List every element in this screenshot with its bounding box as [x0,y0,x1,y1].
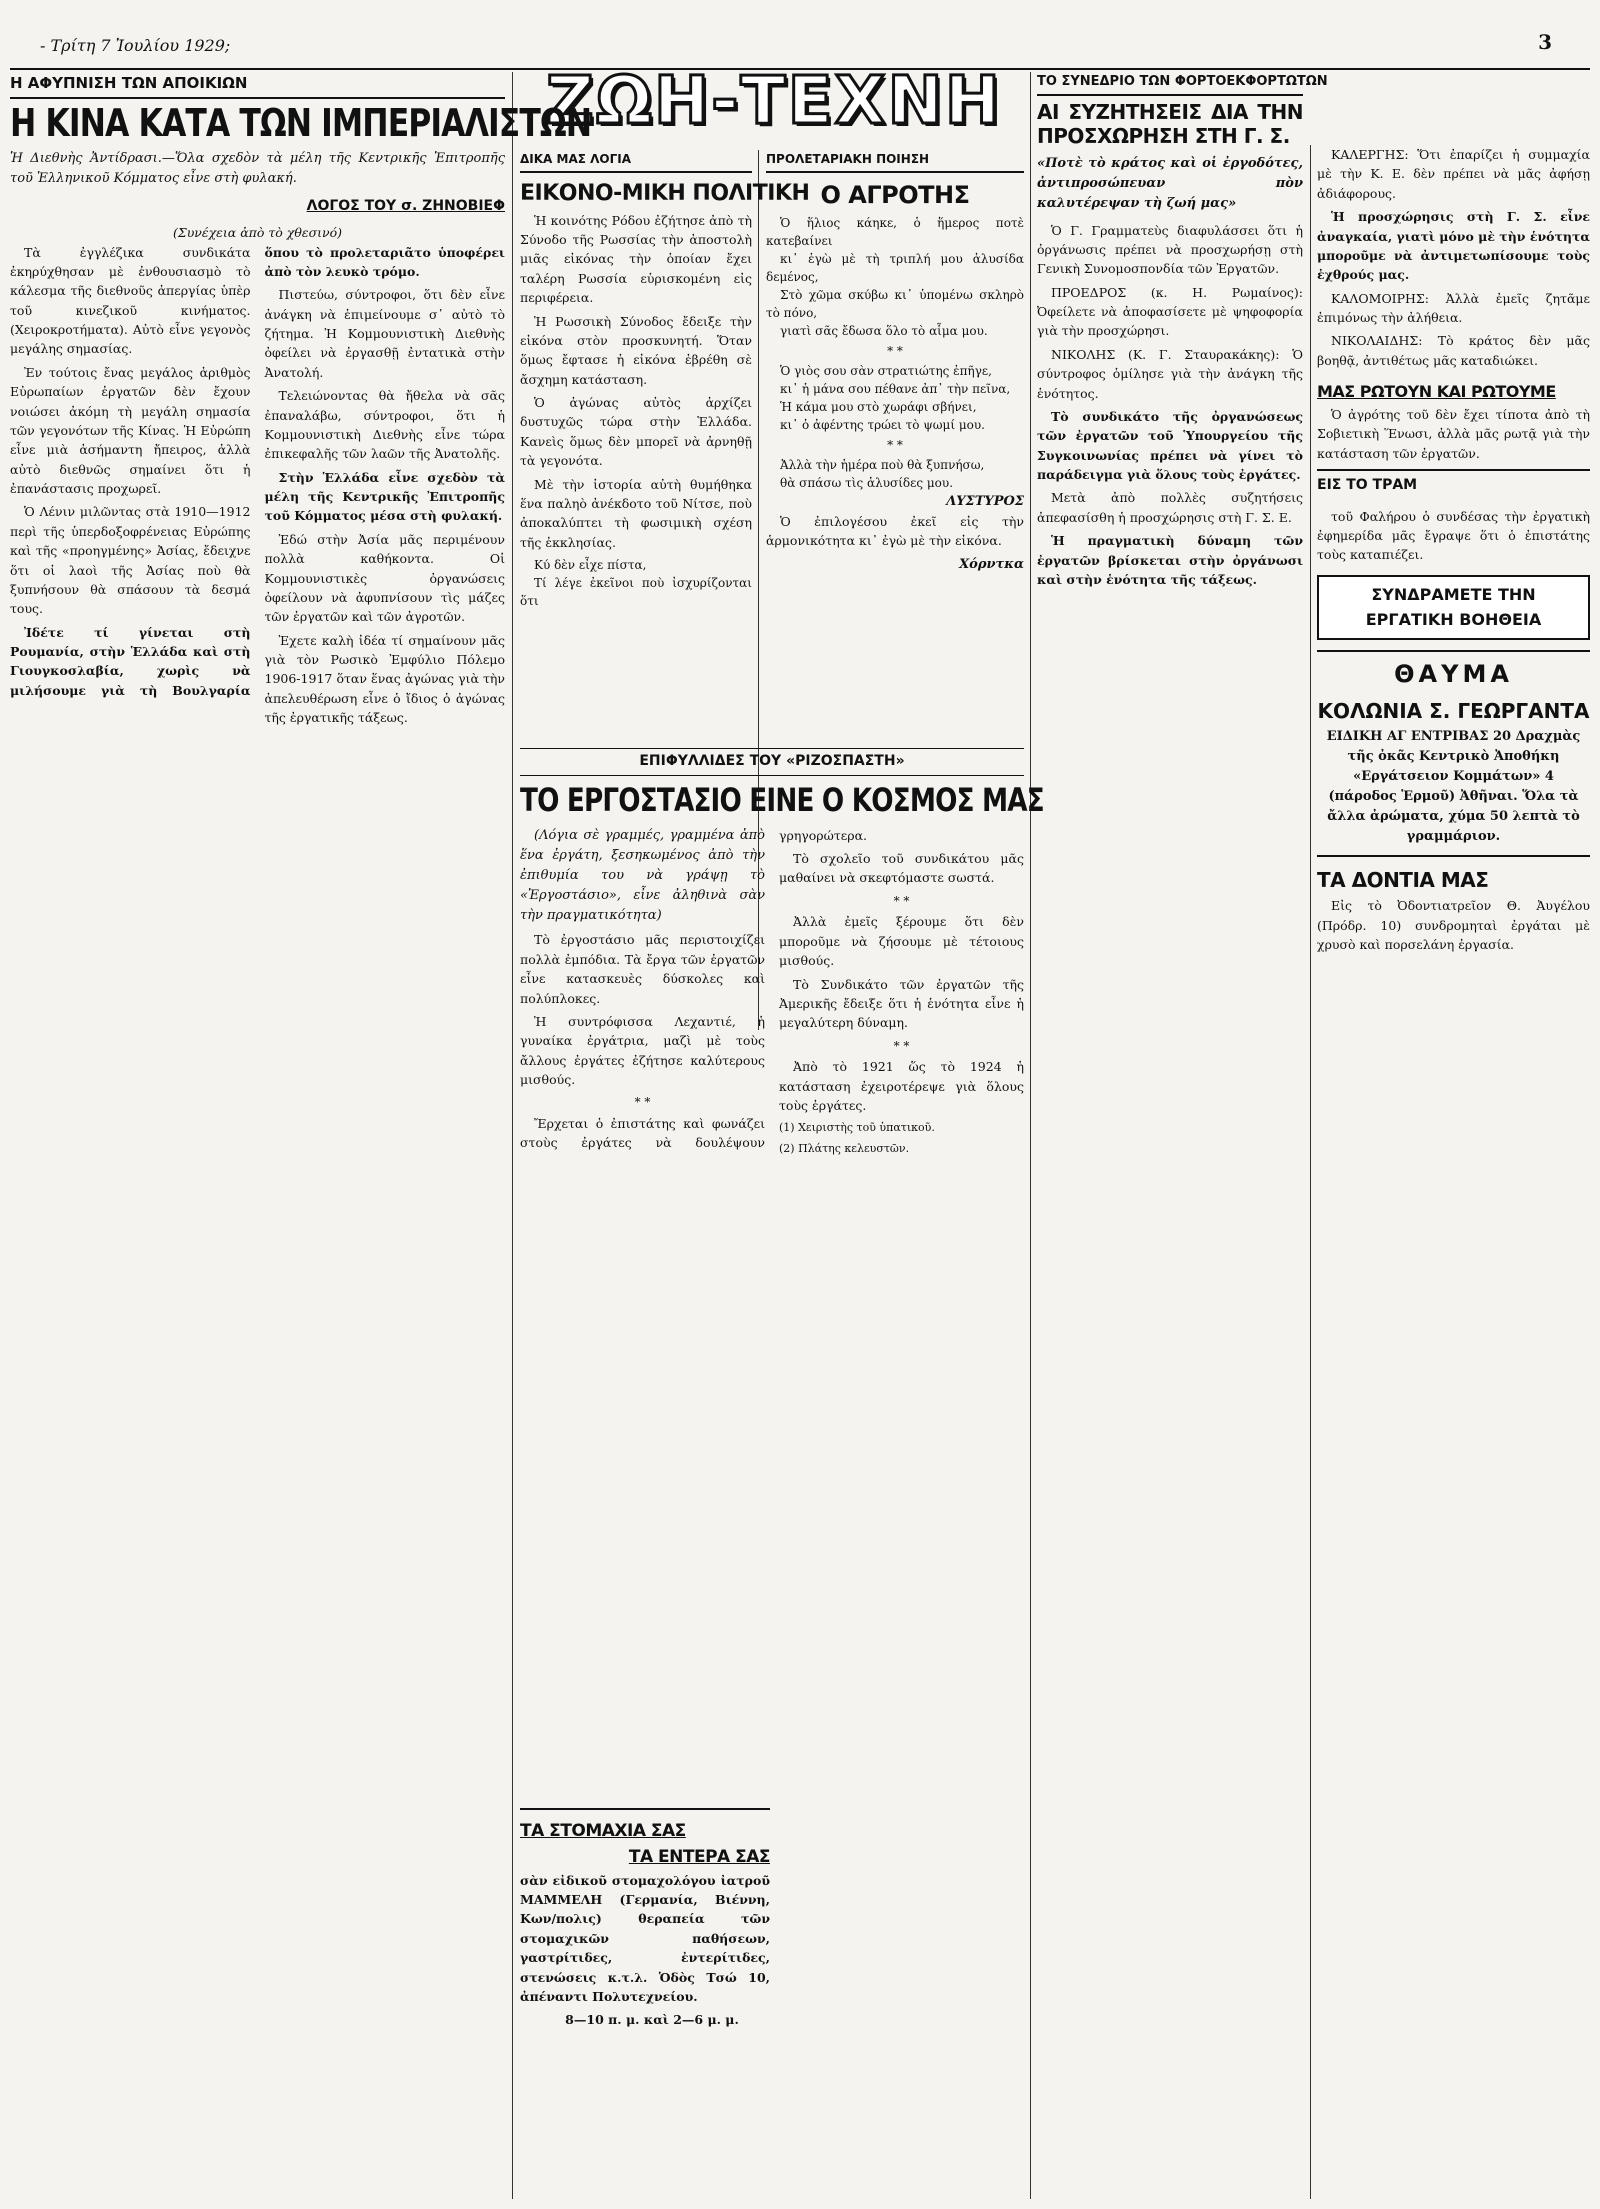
lead: «Ποτὲ τὸ κράτος καὶ οἱ ἐργοδότες, ἀντιπροσώπευαν πὸν καλυτέρεψαν τὴ ζωή μας» [1037,156,1303,212]
ad-body: σὰν εἰδικοῦ στομαχολόγου ἰατροῦ ΜΑΜΜΕΛΗ (Γερμανία, Βιέννη, Κων/πολις) θεραπεία τῶν στομαχικῶν παθήσεων, γαστρίτιδες, ἐντερίτιδες, στενώσεις κ.τ.λ. Ὁδὸς Τσώ 10, ἀπέναντι Πολυτεχνείου. [520,1872,770,2004]
paragraph: Ὁ ἀγρότης τοῦ δὲν ἔχει τίποτα ἀπὸ τὴ Σοβιετικὴ Ἕνωσι, ἀλλὰ μᾶς ρωτᾷ γιὰ τὴν κατάσταση τῶν ἐργατῶν. [1317,406,1590,461]
paragraph: Τὸ σχολεῖο τοῦ συνδικάτου μᾶς μαθαίνει νὰ σκεφτόμαστε σωστά. [779,851,1024,886]
poem-line: Ὁ ἥλιος κάηκε, ὁ ἥμερος ποτὲ κατεβαίνει [766,215,1024,248]
tram-title: ΕΙΣ ΤΟ ΤΡΑΜ [1317,469,1590,501]
column-congress [1037,72,1328,2197]
paragraph: Τὰ ἐγγλέζικα συνδικάτα ἐκηρύχθησαν μὲ ἐνθουσιασμὸ τὸ κάλεσμα τῆς διεθνοῦς ἀπεργίας ὑπὲρ τοῦ κινεζικοῦ κινήματος. (Χειροκροτήματα). Αὐτὸ εἶνε γεγονὸς μεγάλης σημασίας. [10,244,251,357]
kicker: ΕΠΙΦΥΛΛΙΔΕΣ ΤΟΥ «ΡΙΖΟΣΠΑΣΤΗ» [520,748,1024,776]
divider [1317,855,1590,857]
headline: Ο ΑΓΡΟΤΗΣ [820,180,970,209]
column-right [1317,145,1590,2195]
separator: * * [893,1038,910,1053]
paragraph: τοῦ Φαλήρου ὁ συνδέσας τὴν ἐργατικὴ ἐφημερίδα μᾶς ἔγραψε ὅτι ὁ ἐπιστάτης τοὺς καταπιέζει. [1317,508,1590,563]
separator: * * [893,893,910,908]
masthead: ΖΩΗ-ΤΕΧΝΗ [545,62,1003,139]
paragraph: Ἔρχεται ὁ ἐπιστάτης καὶ φωνάζει στοὺς ἐργάτες νὰ δουλέψουν γρηγορώτερα. [520,827,868,1151]
paragraph: Τὸ συνδικάτο τῆς ὀργανώσεως τῶν ἐργατῶν τοῦ Ὑπουργείου τῆς Συγκοινωνίας πρέπει νὰ γίνει τὸ παράδειγμα γιὰ ὅλους τοὺς ἐργάτες. [1037,408,1303,483]
separator: * * [887,343,903,358]
paragraph: Ἡ προσχώρησις στὴ Γ. Σ. εἶνε ἀναγκαία, γιατὶ μόνο μὲ τὴν ἑνότητα μποροῦμε νὰ ἀντιμετωπίσουμε τοὺς ἐχθρούς μας. [1317,209,1590,283]
paragraph: Ἀπὸ τὸ 1921 ὥς τὸ 1924 ἡ κατάσταση ἐχειροτέρεψε γιὰ ὅλους τοὺς ἐργάτες. [779,1059,1024,1113]
continued-note: (Συνέχεια ἀπὸ τὸ χθεσινό) [172,225,343,241]
paragraph: Τὸ Συνδικάτο τῶν ἐργατῶν τῆς Ἀμερικῆς ἔδειξε ὅτι ἡ ἑνότητα εἶνε ἡ μεγαλύτερη δύναμη. [779,976,1024,1031]
headline: ΤΟ ΕΡΓΟΣΤΑΣΙΟ ΕΙΝΕ Ο ΚΟΣΜΟΣ ΜΑΣ [520,780,1044,819]
signature: Χόρντκα [959,556,1024,572]
column-icon-politics [520,150,810,740]
paragraph: Ἀλλὰ ἐμεῖς ξέρουμε ὅτι δὲν μποροῦμε νὰ ζήσουμε μὲ τέτοιους μισθούς. [779,914,1024,969]
paragraph: Ὁ ἀγώνας αὐτὸς ἀρχίζει δυστυχῶς τώρα στὴν Ἑλλάδα. Κανεὶς ὅμως δὲν μπορεῖ νὰ ἀρνηθῇ τὰ γεγονότα. [520,395,752,469]
paragraph: ΝΙΚΟΛΑΙΔΗΣ: Τὸ κράτος δὲν μᾶς βοηθᾷ, ἀντιθέτως μᾶς καταδιώκει. [1317,333,1590,368]
paragraph: Ἐν τούτοις ἔνας μεγάλος ἀριθμὸς Εὐρωπαίων ἐργατῶν δὲν ἔχουν νοιώσει ἀκόμη τὴ μεγάλη σημασία τῶν γεγονότων τῆς Κίνας. Ἡ Εὐρώπη εἶνε μιὰ ἀσήμαντη ἤπειρος, ἀλλὰ αὐτὸ διεθνῶς σημαίνει ὅτι ἡ ἐπανάστασις προχωρεῖ. [10,364,251,497]
ad-title: ΘΑΥΜΑ [1317,650,1590,693]
paragraph: Τελειώνοντας θὰ ἤθελα νὰ σᾶς ἐπαναλάβω, σύντροφοι, ὅτι ἡ Κομμουνιστικὴ Διεθνὴς εἶνε τώρα ἐπικεφαλῆς τῶν λαῶν τῆς Ἀνατολῆς. [264,388,505,462]
poem [766,214,1024,492]
column-rule [512,72,513,2199]
paragraph: ΚΑΛΕΡΓΗΣ: Ὅτι ἐπαρίζει ἡ συμμαχία μὲ τὴν Κ. Ε. δὲν πρέπει νὰ μᾶς ἀφήσῃ ἀδιάφορους. [1317,147,1590,201]
paragraph: Μετὰ ἀπὸ πολλὲς συζητήσεις ἀπεφασίσθη ἡ προσχώρησις στὴ Γ. Σ. Ε. [1037,490,1303,525]
paragraph: Ἡ πραγματικὴ δύναμη τῶν ἐργατῶν βρίσκεται στὴν ὀργάνωσι καὶ στὴν ἑνότητα τῆς τάξεως. [1037,533,1303,587]
paragraph: Τὸ ἐργοστάσιο μᾶς περιστοιχίζει πολλὰ ἐμπόδια. Τὰ ἔργα τῶν ἐργατῶν εἶνε κατασκευὲς δύσκολες καὶ πολύπλοκες. [520,932,765,1006]
teeth-title: ΤΑ ΔΟΝΤΙΑ ΜΑΣ [1317,868,1489,893]
poem-line: κι᾿ ἐγὼ μὲ τὴ τριπλή μου ἀλυσίδα δεμένος, [766,251,1024,284]
section-title: ΜΑΣ ΡΩΤΟΥΝ ΚΑΙ ΡΩΤΟΥΜΕ [1317,382,1556,402]
kicker: Η ΑΦΥΠΝΙΣΗ ΤΩΝ ΑΠΟΙΚΙΩΝ [10,72,505,99]
ad-body: ΕΙΔΙΚΗ ΑΓ ΕΝΤΡΙΒΑΣ 20 Δραχμὰς τῆς ὀκᾶς Κεντρικὸ Ἀποθήκη «Εργάτσειον Κομμάτων» 4 (πάροδος Ἑρμοῦ) Ἀθῆναι. Ὅλα τὰ ἄλλα ἀρώματα, χύμα 50 λεπτὰ τὸ γραμμάριον. [1326,728,1581,845]
column-rule [1310,145,1311,2199]
paragraph: Ἐδώ στὴν Ἀσία μᾶς περιμένουν πολλὰ καθήκοντα. Οἱ Κομμουνιστικὲς ὀργανώσεις ὀφείλουν νὰ ἀφυπνίσουν τὶς μάζες τῶν ἐργατῶν καὶ τῶν ἀγροτῶν. [264,531,505,625]
column-poem [766,150,1024,740]
date-line: - Τρίτη 7 Ἰουλίου 1929; [40,36,231,55]
paragraph: ΝΙΚΟΛΗΣ (Κ. Γ. Σταυρακάκης): Ὁ σύντροφος ὁμίλησε γιὰ τὴν ἀνάγκη τῆς ἑνότητος. [1037,346,1303,401]
poem-line: Κύ δὲν εἶχε πίστα, [534,558,647,573]
poem-line: Ἡ κάμα μου στὸ χωράφι σβήνει, [780,399,977,414]
headline: ΑΙ ΣΥΖΗΤΗΣΕΙΣ ΔΙΑ ΤΗΝ ΠΡΟΣΧΩΡΗΣΗ ΣΤΗ Γ. Σ. [1037,100,1303,149]
footnote: (1) Χειριστὴς τοῦ ὑπατικοῦ. [779,1121,935,1135]
closing-lines [520,556,752,610]
poem-line: Ἀλλὰ τὴν ἡμέρα ποὺ θὰ ξυπνήσω, [780,457,985,472]
paragraph: Εἰς τὸ Ὀδοντιατρεῖον Θ. Ἀυγέλου (Πρόδρ. 10) συνδρομηταὶ ἐργάται μὲ χρυσὸ καὶ πορσελάνη ἐργασία. [1317,898,1590,953]
stomach-ad [520,1800,770,2130]
paragraph: Ἐχετε καλὴ ἰδέα τί σημαίνουν μᾶς γιὰ τὸν Ρωσικὸ Ἐμφύλιο Πόλεμο 1906-1917 ὅταν ἕνας ἀγώνας γιὰ τὴν ἀπελευθέρωση εἶνε ὁ ἴδιος ὁ ἀγώνας τῆς ἐργατικῆς τάξεως. [264,632,505,726]
ad-title: ΤΑ ΣΤΟΜΑΧΙΑ ΣΑΣ [520,1821,686,1841]
page-number: 3 [1538,30,1552,54]
separator: * * [634,1095,651,1110]
paragraph: ΠΡΟΕΔΡΟΣ (κ. Η. Ρωμαίνος): Ὀφείλετε νὰ ἀποφασίσετε μὲ ψηφοφορία γιὰ τὴν προσχώρησι. [1037,284,1303,339]
kicker: ΠΡΟΛΕΤΑΡΙΑΚΗ ΠΟΙΗΣΗ [766,150,1024,173]
paragraph: Ἡ κοινότης Ρόδου ἐζήτησε ἀπὸ τὴ Σύνοδο τῆς Ρωσσίας τὴν ἀποστολὴ μιᾶς εἰκόνας τὴν ὁποίαν ἔχει ταλέρη Ρωσσία εὑρισκομένη εἰς περιφέρεια. [520,212,752,306]
kicker: ΔΙΚΑ ΜΑΣ ΛΟΓΙΑ [520,150,752,173]
paragraph: Πιστεύω, σύντροφοι, ὅτι δὲν εἶνε ἀνάγκη νὰ ἐπιμείνουμε σ᾿ αὐτὸ τὸ ζήτημα. Ἡ Κομμουνιστικὴ Διεθνὴς ὀφείλει νὰ ἐργασθῇ ἐντατικὰ στὴν Ἀνατολή. [264,287,505,380]
poem-line: θὰ σπάσω τὶς ἁλυσίδες μου. [780,475,954,490]
separator: * * [887,437,903,452]
paragraph: ΚΑΛΟΜΟΙΡΗΣ: Ἀλλὰ ἐμεῖς ζητᾶμε ἐπιμόνως τὴν ἀλήθεια. [1317,290,1590,325]
divider [520,1808,770,1810]
headline: ΕΙΚΟΝΟ-ΜΙΚΗ ΠΟΛΙΤΙΚΗ [520,180,810,206]
poem-line: Τί λέγε ἐκεῖνοι ποὺ ἰσχυρίζονται ὅτι [520,576,752,609]
poem-line: Στὸ χῶμα σκύβω κι᾿ ὑπομένω σκληρὸ τὸ πόνο, [766,287,1024,320]
paragraph: Ἡ Ρωσσικὴ Σύνοδος ἔδειξε τὴν εἰκόνα στὸν προσκυνητή. Ὅταν ὅμως ἔφτασε ἡ εἰκόνα ἐβρέθη σὲ ἄσχημη κατάσταση. [520,313,752,387]
paragraph: Στὴν Ἑλλάδα εἶνε σχεδὸν τὰ μέλη τῆς Κεντρικῆς Ἐπιτροπῆς τοῦ Κόμματος μέσα στὴ φυλακή. [264,469,505,524]
column-rule [1030,72,1031,2199]
article-body [520,826,1024,1158]
poem-line: κι᾿ ἡ μάνα σου πέθανε ἀπ᾿ τὴν πεῖνα, [780,381,1011,396]
paragraph: Ἡ συντρόφισσα Λεχαντιέ, ἡ γυναίκα ἐργάτρια, μαζὶ μὲ τοὺς ἄλλους ἐργάτες ἐζήτησε καλύτερους μισθούς. [520,1013,765,1088]
ad-hours: 8—10 π. μ. καὶ 2—6 μ. μ. [565,2012,739,2028]
lead: Ἡ Διεθνὴς Ἀντίδρασι.—Ὅλα σχεδὸν τὰ μέλη τῆς Κεντρικῆς Ἐπιτροπῆς τοῦ Ἑλληνικοῦ Κόμματος εἶνε στὴ φυλακή. [10,151,505,187]
footnote: (2) Πλάτης κελευστῶν. [779,1142,910,1156]
byline: ΛΟΓΟΣ ΤΟΥ σ. ΖΗΝΟΒΙΕΦ [306,197,505,214]
paragraph: Ὁ ἐπιλογέσου ἐκεῖ εἰς τὴν ἁρμονικότητα κι᾿ ἐγὼ μὲ τὴν εἰκόνα. [766,513,1024,549]
aid-box: ΣΥΝΔΡΑΜΕΤΕ ΤΗΝ ΕΡΓΑΤΙΚΗ ΒΟΗΘΕΙΑ [1317,575,1590,641]
poem-line: κι᾿ ὁ ἀφέντης τρώει τὸ ψωμί μου. [780,417,985,432]
ad-subtitle: ΚΟΛΩΝΙΑ Σ. ΓΕΩΡΓΑΝΤΑ [1317,698,1590,723]
signature: ΛΥΣΤΥΡΟΣ [946,493,1024,509]
paragraph: Μὲ τὴν ἱστορία αὐτὴ θυμήθηκα ἕνα παληὸ ἀνέκδοτο τοῦ Νίτσε, ποὺ ἀποκαλύπτει τὴ φωσιμικὴ σχέση τῆς ἐκκλησίας. [520,476,752,550]
headline: Η ΚΙΝΑ ΚΑΤΑ ΤΩΝ ΙΜΠΕΡΙΑΛΙΣΤΩΝ [10,101,592,146]
ad-title: ΤΑ ΕΝΤΕΡΑ ΣΑΣ [628,1847,770,1868]
paragraph: Ὁ Λένιν μιλῶντας στὰ 1910—1912 περὶ τῆς ὑπερδοξοφρένειας Εὐρώπης καὶ τῆς «προηγμένης» Ἀσίας, ἔδειχνε ὅτι οἱ λαοὶ τῆς Ἀσίας ποὺ θὰ ξυπνήσουν θὰ σπάσουν τὰ δεσμά τους. [10,504,251,617]
paragraph: Ἰδέτε τί γίνεται στὴ Ρουμανία, στὴν Ἑλλάδα καὶ στὴ Γιουγκοσλαβία, χωρὶς νὰ μιλήσουμε γιὰ τὴ Βουλγαρία ὅπου τὸ προλεταριᾶτο ὑποφέρει ἀπὸ τὸν λευκὸ τρόμο. [10,244,505,698]
article-body [10,243,505,728]
kicker: ΤΟ ΣΥΝΕΔΡΙΟ ΤΩΝ ΦΟΡΤΟΕΚΦΟΡΤΩΤΩΝ [1037,72,1303,96]
lead: (Λόγια σὲ γραμμές, γραμμένα ἀπὸ ἕνα ἐργάτη, ξεσηκωμένος ἀπὸ τὴν ἐπιθυμία του νὰ γράψῃ τὸ «Ἐργοστάσιο», εἶνε ἀληθινὰ σὰν τὴν πραγματικότητα) [520,827,765,924]
poem-line: γιατὶ σᾶς ἔδωσα ὅλο τὸ αἷμα μου. [780,323,988,338]
poem-line: Ὁ γιὸς σου σὰν στρατιώτης ἐπῆγε, [780,363,992,378]
paragraph: Ὁ Γ. Γραμματεὺς διαφυλάσσει ὅτι ἡ ὀργάνωσις πρέπει νὰ προσχωρήσῃ στὴ Γενικὴ Συνομοσπονδία τῶν Ἐργατῶν. [1037,222,1303,277]
